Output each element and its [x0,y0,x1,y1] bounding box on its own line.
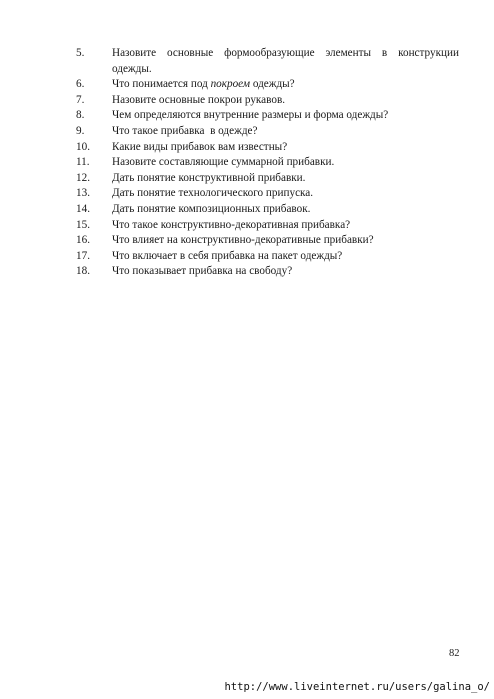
question-text-part: Что понимается под [112,78,211,91]
question-text: Дать понятие конструктивной прибавки. [112,171,306,184]
question-number: 18. [76,265,90,278]
question-text-part: одежды? [250,78,295,91]
question-item [76,264,459,280]
question-number: 15. [76,218,90,231]
question-item [76,155,459,171]
question-item [76,108,459,124]
question-text: Какие виды прибавок вам известны? [112,140,288,153]
question-text: Что включает в себя прибавка на пакет одежды? [112,249,343,262]
question-list [76,46,459,280]
question-item [76,218,459,234]
question-text: Дать понятие технологического припуска. [112,187,314,200]
question-text: Чем определяются внутренние размеры и форма одежды? [112,109,389,122]
question-text: Что такое конструктивно-декоративная прибавка? [112,218,351,231]
question-text: Что показывает прибавка на свободу? [112,265,293,278]
question-item [76,140,459,156]
question-text [112,78,295,90]
question-number: 13. [76,187,90,200]
question-number: 17. [76,249,90,262]
question-emphasis: покроем [210,78,251,91]
question-number: 10. [76,140,90,153]
question-number: 7. [76,93,85,106]
page-number: 82 [449,648,460,659]
question-item [76,249,459,265]
question-number: 9. [76,124,85,137]
question-item [76,46,459,77]
question-item [76,186,459,202]
question-number: 16. [76,234,90,247]
question-item [76,233,459,249]
question-text: Назовите основные формообразующие элементы в конструкции одежды. [112,47,459,75]
question-number: 11. [76,156,90,169]
question-text: Назовите составляющие суммарной прибавки. [112,156,335,169]
question-number: 8. [76,109,85,122]
question-text: Что влияет на конструктивно-декоративные прибавки? [112,234,374,247]
question-text: Что такое прибавка в одежде? [112,124,258,137]
question-item [76,124,459,140]
question-text: Дать понятие композиционных прибавок. [112,202,311,215]
question-text: Назовите основные покрои рукавов. [112,93,286,106]
question-item [76,77,459,93]
question-number: 6. [76,78,85,91]
question-item [76,171,459,187]
question-item [76,93,459,109]
question-item [76,202,459,218]
question-number: 5. [76,47,85,59]
question-number: 12. [76,171,90,184]
source-url[interactable]: http://www.liveinternet.ru/users/galina_o/ [224,681,490,693]
question-number: 14. [76,202,90,215]
